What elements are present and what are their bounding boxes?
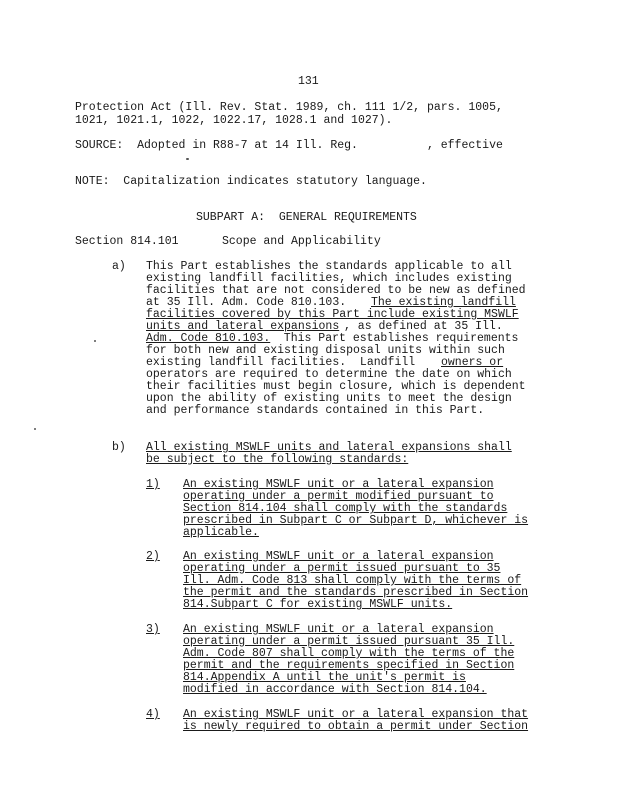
source-line: SOURCE: Adopted in R88-7 at 14 Ill. Reg. , effective <box>75 139 503 152</box>
paragraph-line: existing landfill facilities, which includes existing <box>146 272 512 285</box>
paragraph-line-underlined: All existing MSWLF units and lateral expansions shall <box>146 441 512 454</box>
paragraph-line: This Part establishes requirements <box>270 332 519 345</box>
paragraph-line-underlined: Adm. Code 810.103. <box>146 332 271 345</box>
item-line: 814.Appendix A until the unit's permit is <box>183 671 466 684</box>
item-line: An existing MSWLF unit or a lateral expansion that <box>183 708 529 721</box>
intro-line: Protection Act (Ill. Rev. Stat. 1989, ch. 111 1/2, pars. 1005, <box>75 101 503 114</box>
paragraph-line: existing landfill facilities. Landfill <box>146 356 423 369</box>
paragraph-line: operators are required to determine the date on which <box>146 368 512 381</box>
scan-speck <box>186 158 189 160</box>
paragraph-line: at 35 Ill. Adm. Code 810.103. <box>146 296 347 309</box>
paragraph-line: This Part establishes the standards applicable to all <box>146 260 512 273</box>
item-line: modified in accordance with Section 814.104. <box>183 683 487 696</box>
paragraph-label: b) <box>112 441 126 454</box>
item-label: 1) <box>146 478 160 491</box>
item-line: Adm. Code 807 shall comply with the terms of the <box>183 647 515 660</box>
item-label: 2) <box>146 550 160 563</box>
subpart-heading: SUBPART A: GENERAL REQUIREMENTS <box>196 211 417 224</box>
paragraph-line: for both new and existing disposal units within such <box>146 344 505 357</box>
scan-speck <box>94 340 96 342</box>
paragraph-line: facilities that are not considered to be new as defined <box>146 284 526 297</box>
section-title: Scope and Applicability <box>222 235 381 248</box>
paragraph-line-underlined: be subject to the following standards: <box>146 453 409 466</box>
paragraph-line: upon the ability of existing units to meet the design <box>146 392 512 405</box>
paragraph-line-underlined: The existing landfill <box>371 296 516 309</box>
item-line: operating under a permit issued pursuant 35 Ill. <box>183 635 515 648</box>
item-line: operating under a permit modified pursuant to <box>183 490 494 503</box>
paragraph-label: a) <box>112 260 126 273</box>
scan-speck <box>34 428 36 430</box>
item-line: is newly required to obtain a permit under Section <box>183 720 529 733</box>
paragraph-line-underlined: facilities covered by this Part include existing MSWLF <box>146 308 519 321</box>
item-line: An existing MSWLF unit or a lateral expansion <box>183 550 494 563</box>
page-number: 131 <box>298 75 319 88</box>
item-line: Section 814.104 shall comply with the standards <box>183 502 508 515</box>
intro-line: 1021, 1021.1, 1022, 1022.17, 1028.1 and 1027). <box>75 114 393 127</box>
item-line: permit and the requirements specified in Section <box>183 659 515 672</box>
item-label: 4) <box>146 708 160 721</box>
paragraph-line: their facilities must begin closure, which is dependent <box>146 380 526 393</box>
item-line: An existing MSWLF unit or a lateral expansion <box>183 478 494 491</box>
item-line: Ill. Adm. Code 813 shall comply with the terms of <box>183 574 522 587</box>
item-line: 814.Subpart C for existing MSWLF units. <box>183 598 453 611</box>
item-line: applicable. <box>183 526 259 539</box>
item-line: prescribed in Subpart C or Subpart D, whichever is <box>183 514 529 527</box>
paragraph-line: , as defined at 35 Ill. <box>344 320 503 333</box>
item-line: the permit and the standards prescribed in Section <box>183 586 529 599</box>
paragraph-line: and performance standards contained in this Part. <box>146 404 485 417</box>
note-line: NOTE: Capitalization indicates statutory language. <box>75 175 427 188</box>
section-number: Section 814.101 <box>75 235 179 248</box>
paragraph-line-underlined: owners or <box>441 356 504 369</box>
paragraph-line-underlined: units and lateral expansions <box>146 320 340 333</box>
item-label: 3) <box>146 623 160 636</box>
item-line: operating under a permit issued pursuant to 35 <box>183 562 501 575</box>
item-line: An existing MSWLF unit or a lateral expansion <box>183 623 494 636</box>
